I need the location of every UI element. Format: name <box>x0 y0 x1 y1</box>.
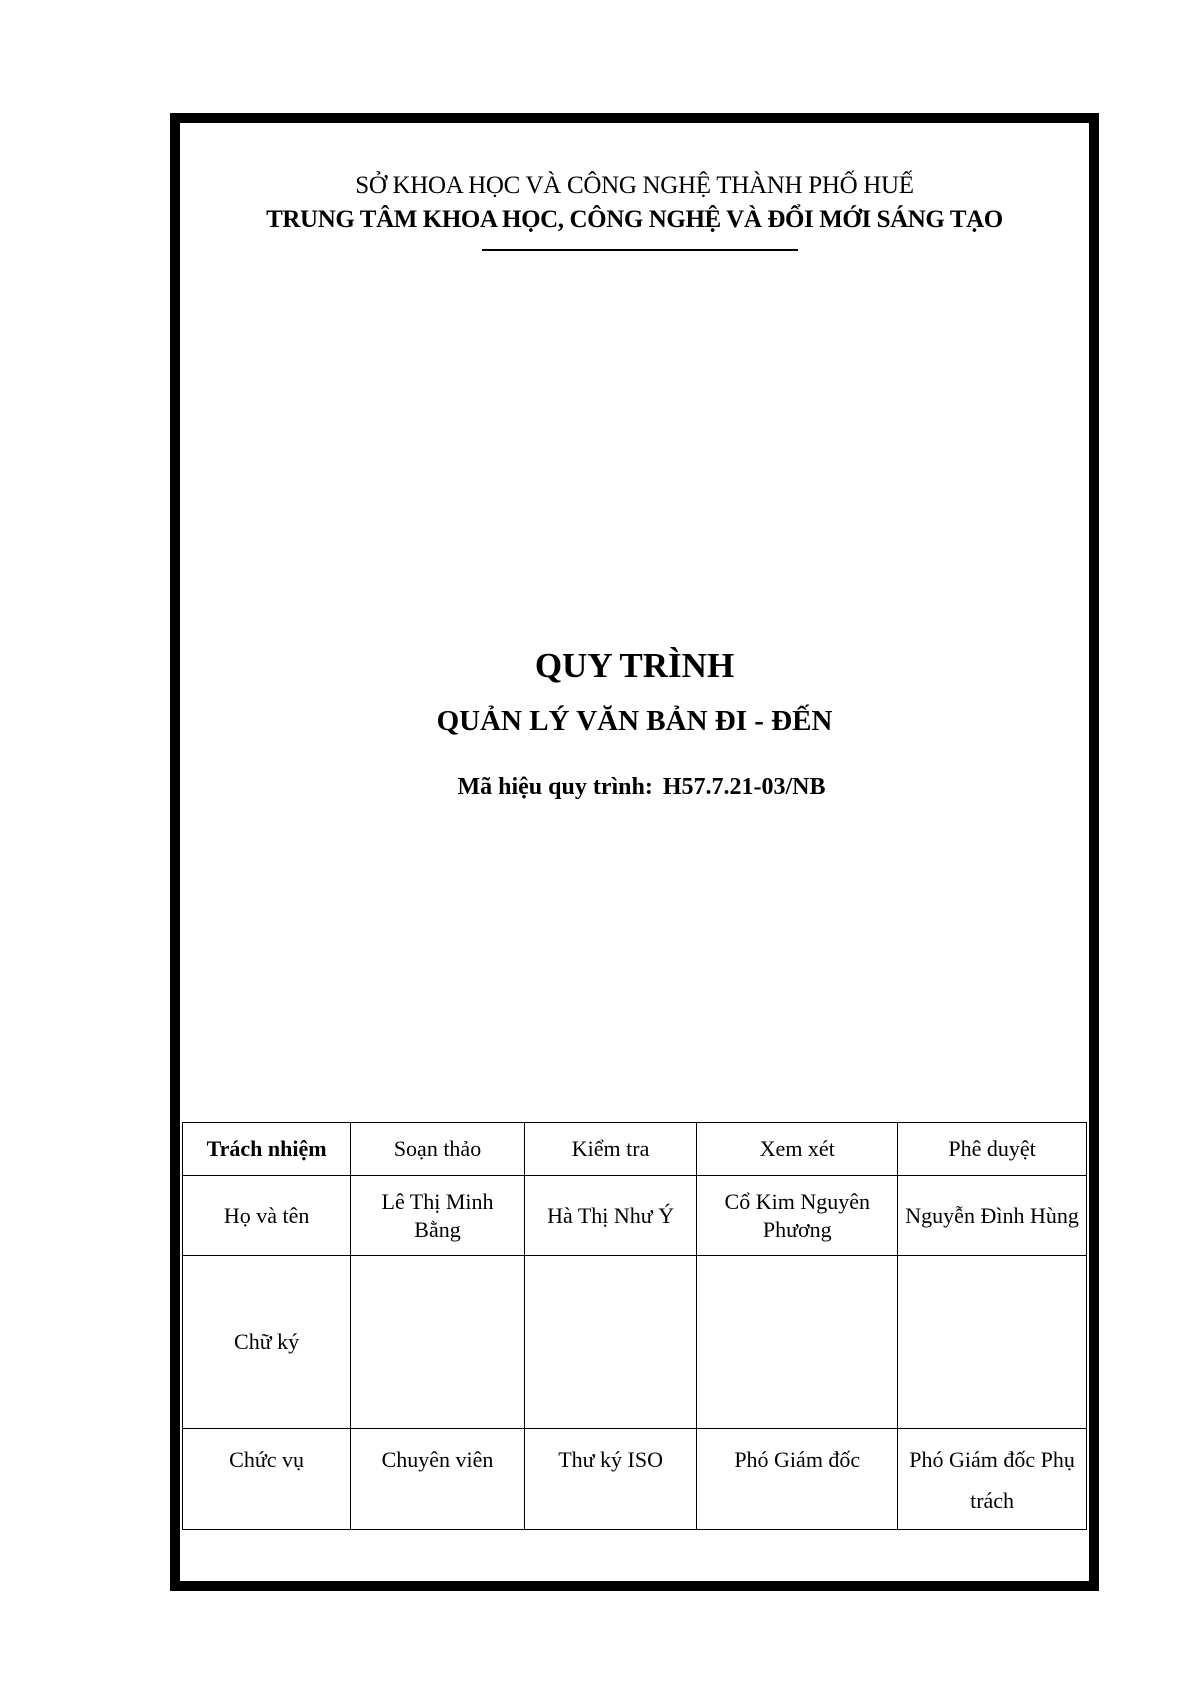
table-cell: Cổ Kim Nguyên Phương <box>697 1176 898 1256</box>
procedure-code <box>180 771 1089 803</box>
table-cell: Hà Thị Như Ý <box>524 1176 697 1256</box>
table-cell: Chuyên viên <box>351 1429 525 1530</box>
center-name: TRUNG TÂM KHOA HỌC, CÔNG NGHỆ VÀ ĐỔI MỚI SÁNG TẠO <box>266 206 1003 233</box>
page-border <box>170 113 1099 1591</box>
procedure-code-value: H57.7.21-03/NB <box>662 774 826 800</box>
table-cell: Thư ký ISO <box>524 1429 697 1530</box>
table-cell: Kiểm tra <box>524 1123 697 1176</box>
table-cell: Lê Thị Minh Bằng <box>351 1176 525 1256</box>
approval-table <box>182 1122 1087 1530</box>
title-block <box>180 641 1089 803</box>
row-label-full-name: Họ và tên <box>183 1176 351 1256</box>
header-underline <box>482 249 798 251</box>
document-title: QUY TRÌNH <box>534 646 735 685</box>
table-cell: Nguyễn Đình Hùng <box>898 1176 1087 1256</box>
row-label-signature: Chữ ký <box>183 1256 351 1429</box>
document-subtitle: QUẢN LÝ VĂN BẢN ĐI - ĐẾN <box>436 705 833 737</box>
table-cell: Soạn thảo <box>351 1123 525 1176</box>
table-row <box>183 1429 1087 1530</box>
table-row <box>183 1256 1087 1429</box>
row-label-position: Chức vụ <box>183 1429 351 1530</box>
table-cell: Phê duyệt <box>898 1123 1087 1176</box>
row-label-responsibility: Trách nhiệm <box>183 1123 351 1176</box>
document-header <box>180 169 1089 237</box>
signature-cell <box>351 1256 525 1429</box>
signature-cell <box>898 1256 1087 1429</box>
signature-cell <box>524 1256 697 1429</box>
table-cell: Phó Giám đốc Phụ trách <box>898 1429 1087 1530</box>
procedure-code-label: Mã hiệu quy trình: <box>457 774 653 800</box>
table-row <box>183 1176 1087 1256</box>
signature-cell <box>697 1256 898 1429</box>
table-row <box>183 1123 1087 1176</box>
department-name: SỞ KHOA HỌC VÀ CÔNG NGHỆ THÀNH PHỐ HUẾ <box>355 172 914 199</box>
table-cell: Xem xét <box>697 1123 898 1176</box>
table-cell: Phó Giám đốc <box>697 1429 898 1530</box>
